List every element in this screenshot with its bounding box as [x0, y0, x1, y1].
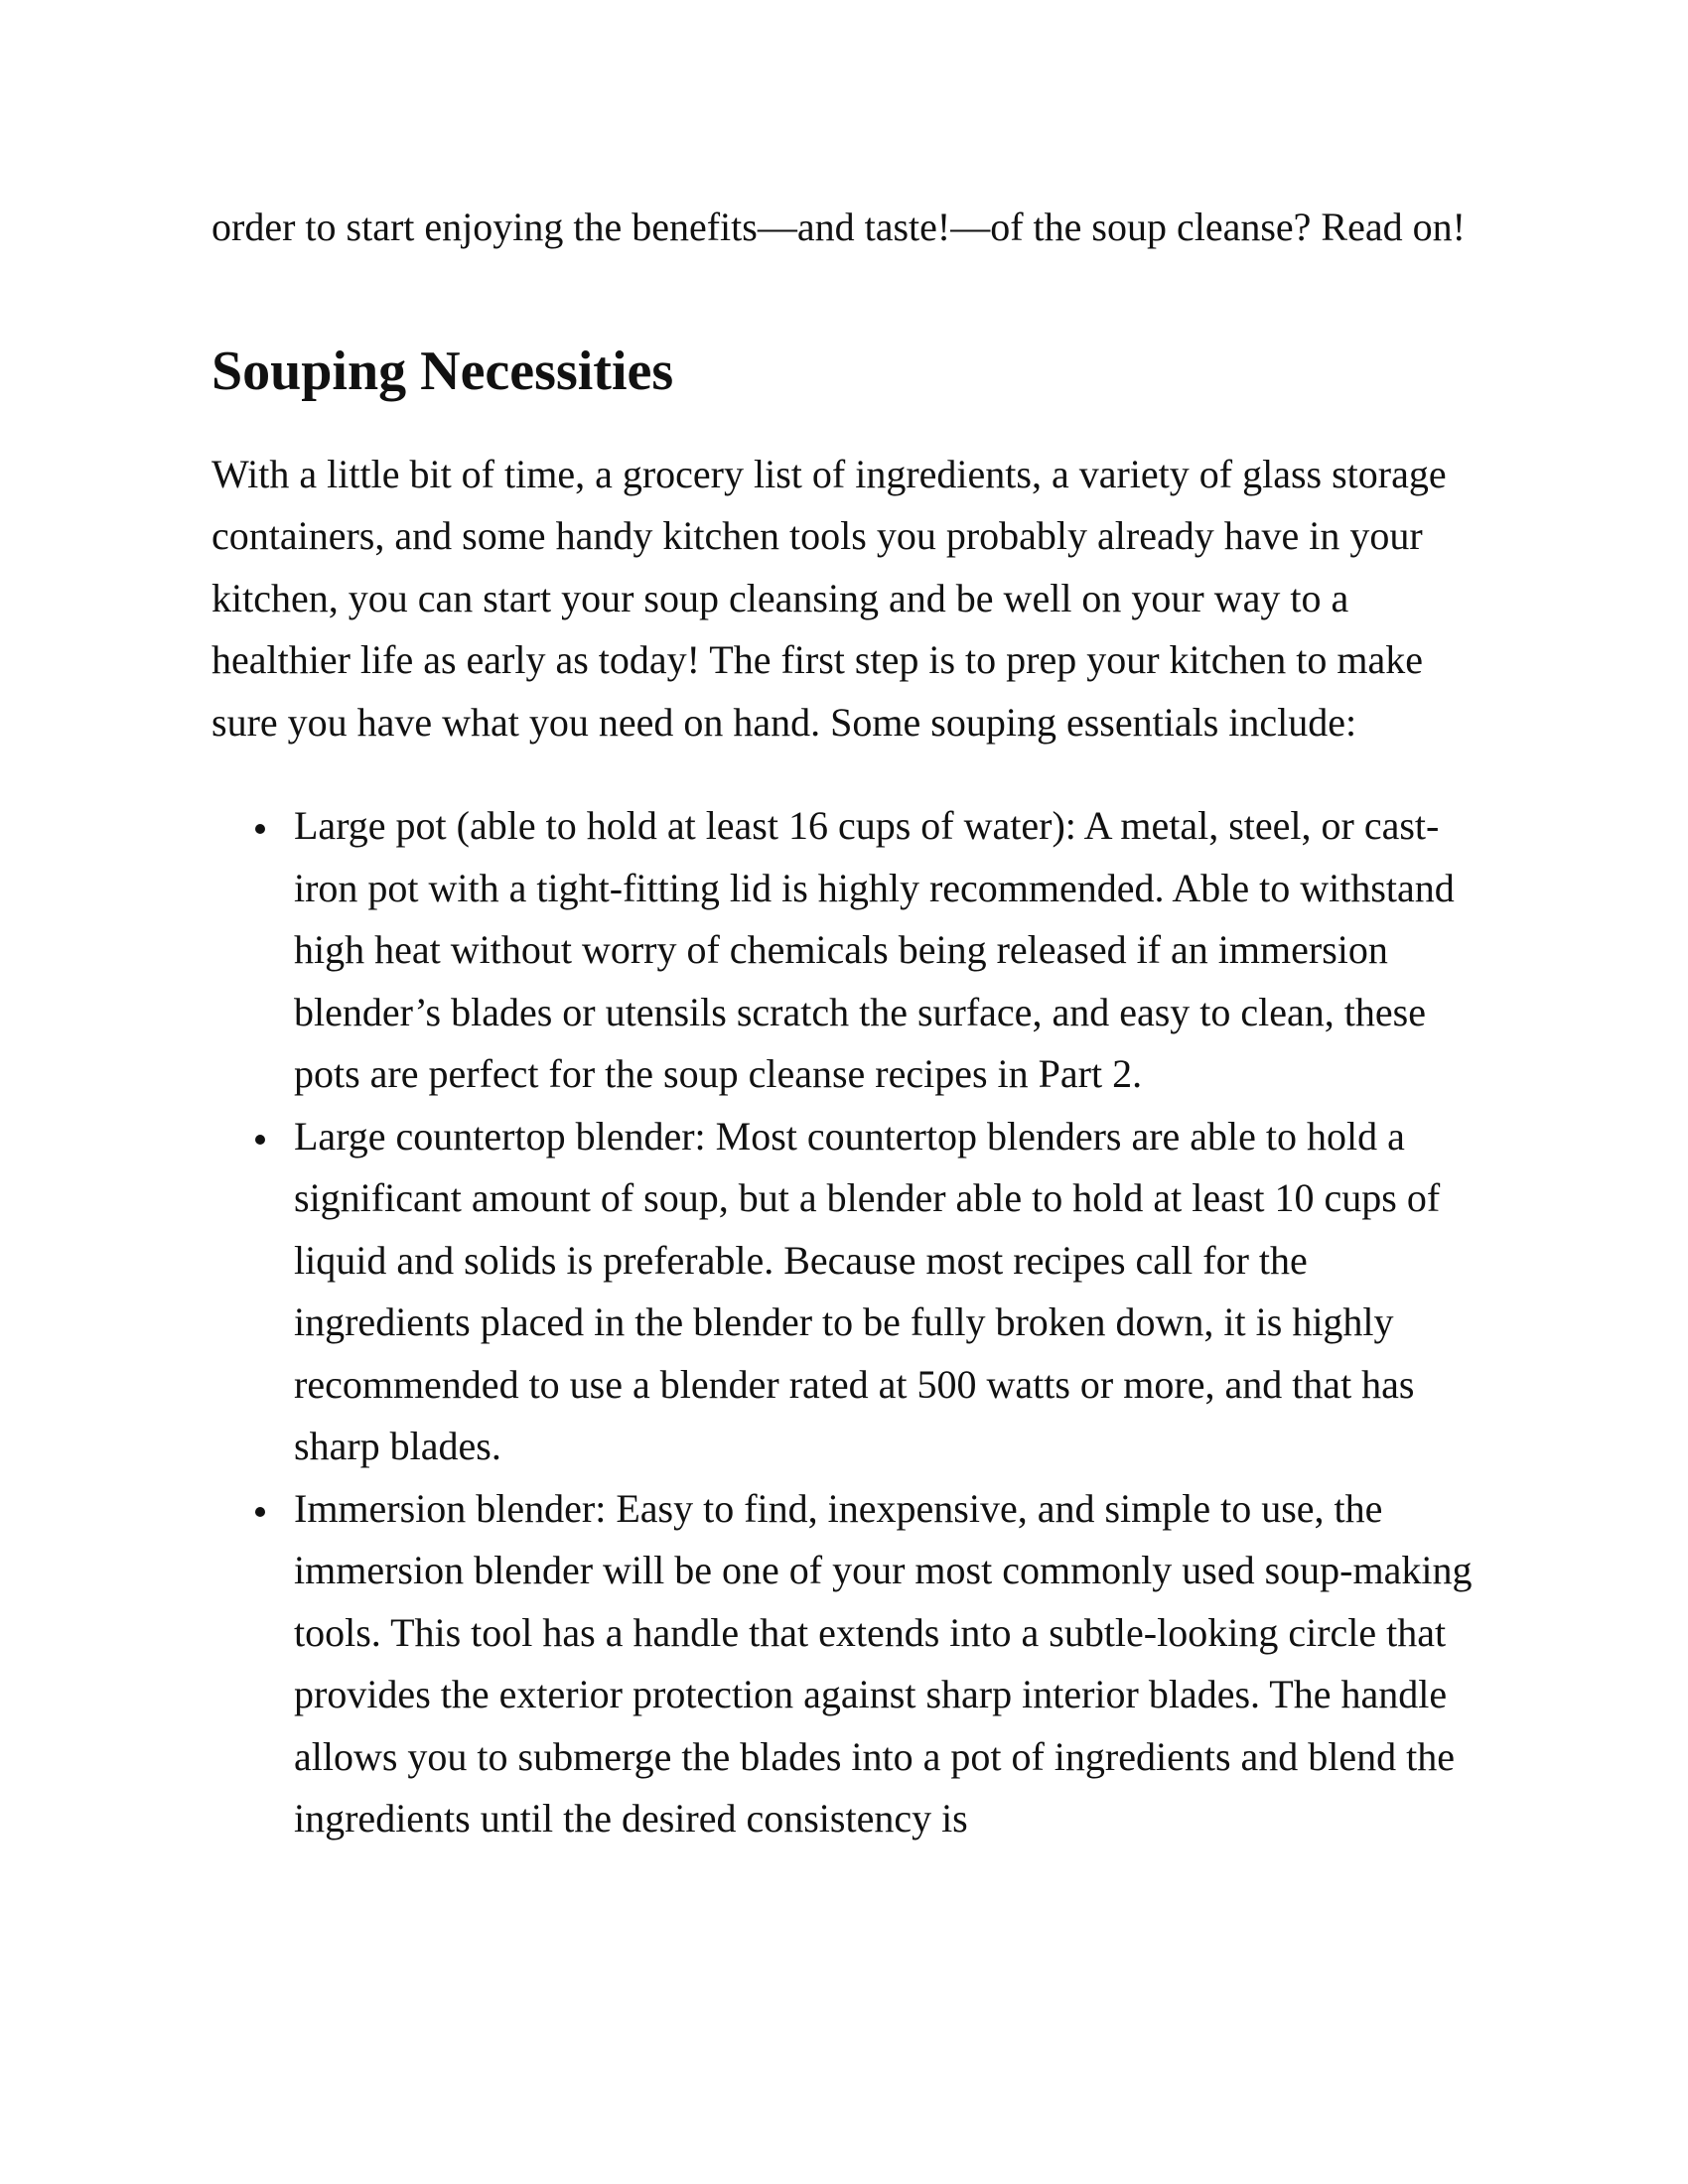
list-item	[211, 1478, 1482, 1850]
list-item-text: Large countertop blender: Most countertop blenders are able to hold a significant amount of soup, but a blender able to hold at least 10 cups of liquid and solids is preferable. Because most recipes call for the ingredients placed in the blender to be fully broken down, it is highly recommended to use a blender rated at 500 watts or more, and that has sharp blades.	[294, 1113, 1441, 1468]
list-item	[211, 1106, 1482, 1478]
bullet-icon	[255, 1135, 265, 1145]
section-heading: Souping Necessities	[211, 340, 674, 402]
intro-paragraph: order to start enjoying the benefits—and taste!—of the soup cleanse? Read on!	[211, 205, 1466, 249]
bullet-icon	[255, 1507, 265, 1517]
list-item	[211, 795, 1482, 1106]
list-item-text: Large pot (able to hold at least 16 cups of water): A metal, steel, or cast-iron pot with a tight-fitting lid is highly recommended. Able to withstand high heat without worry of chemicals being released if an immersion blender’s blades or utensils scratch the surface, and easy to clean, these pots are perfect for the soup cleanse recipes in Part 2.	[294, 803, 1455, 1096]
essentials-list	[211, 795, 1482, 1850]
bullet-icon	[255, 824, 265, 834]
document-page	[211, 197, 1482, 1850]
list-item-text: Immersion blender: Easy to find, inexpensive, and simple to use, the immersion blender will be one of your most commonly used soup-making tools. This tool has a handle that extends into a subtle-looking circle that provides the exterior protection against sharp interior blades. The handle allows you to submerge the blades into a pot of ingredients and blend the ingredients until the desired consistency is	[294, 1485, 1473, 1841]
section-heading-wrapper	[211, 337, 1482, 406]
body-paragraph: With a little bit of time, a grocery list of ingredients, a variety of glass storage containers, and some handy kitchen tools you probably already have in your kitchen, you can start your soup cleansing and be well on your way to a healthier life as early as today! The first step is to prep your kitchen to make sure you have what you need on hand. Some souping essentials include:	[211, 451, 1447, 745]
